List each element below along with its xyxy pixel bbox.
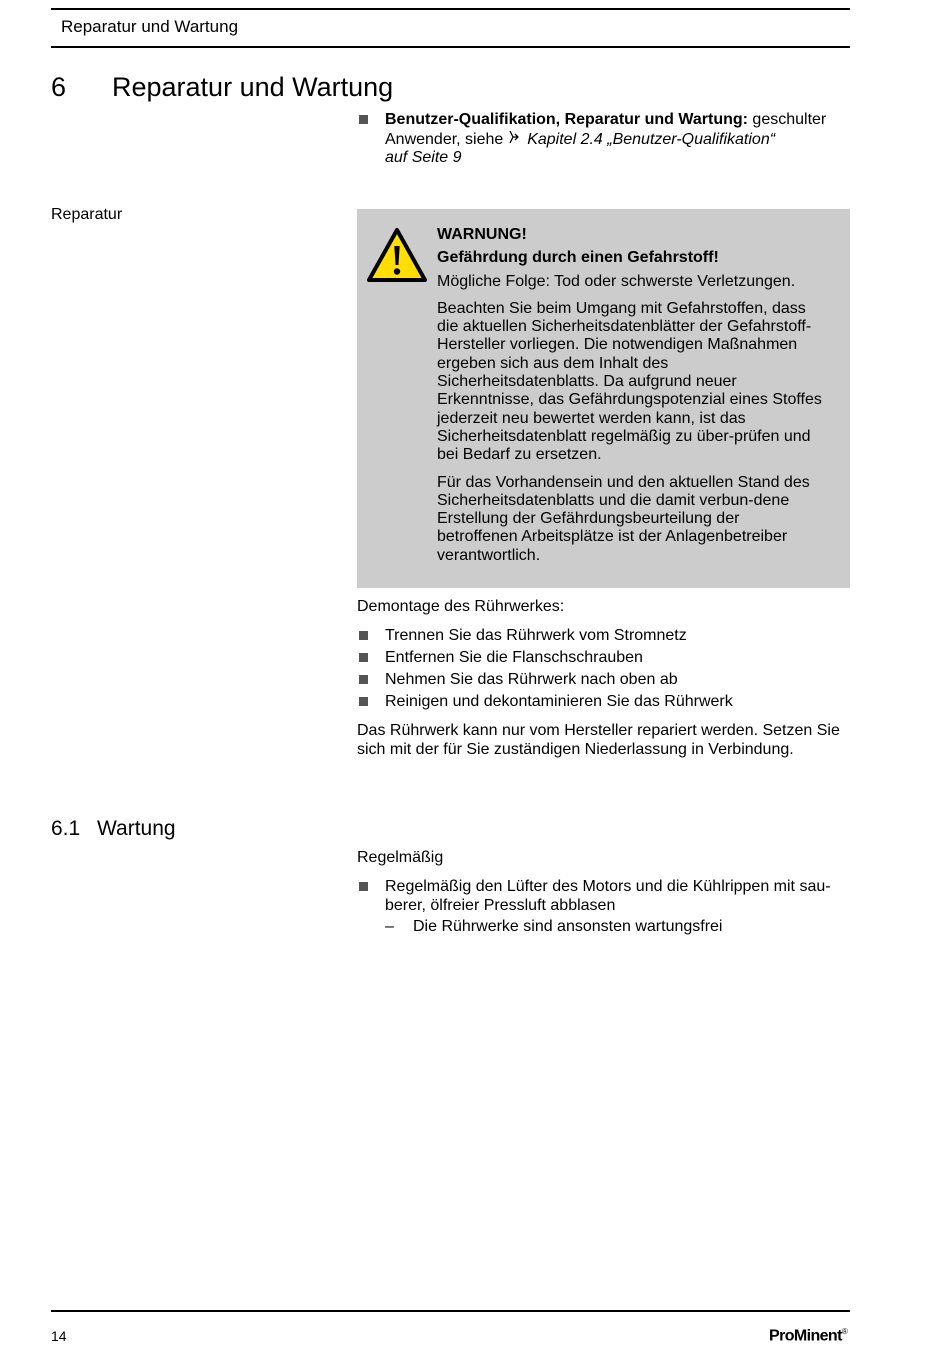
warning-paragraph-2: Für das Vorhandensein und den aktuellen Stand des Sicherheitsdatenblatts und die damit verbun-dene Erstellung der Gefährdungsbeurteilung der betroffenen Arbeitsplätze ist der Anlagenbetreiber verantwortlich.: [437, 473, 810, 564]
section-title: Wartung: [97, 817, 176, 840]
qualification-text-2: Anwender, siehe: [385, 130, 508, 148]
maintenance-subheading: Regelmäßig: [357, 849, 444, 866]
dash-bullet: –: [385, 918, 394, 935]
square-bullet: [359, 115, 368, 124]
logo-part-a: Pro: [769, 1327, 794, 1345]
chapter-link-page: auf Seite 9: [385, 149, 462, 166]
chapter-number: 6: [51, 72, 67, 102]
link-arrow-icon: [508, 130, 523, 150]
warning-box: [357, 209, 850, 588]
list-item: [357, 627, 850, 649]
list-item: [357, 693, 850, 715]
logo-part-b: Minent: [793, 1327, 842, 1345]
list-item: [357, 649, 850, 671]
maintenance-subitem-text: Die Rührwerke sind ansonsten wartungsfrei: [413, 918, 723, 935]
warning-triangle-icon: [366, 227, 428, 288]
maintenance-item-text: Regelmäßig den Lüfter des Motors und die Kühlrippen mit sau-berer, ölfreier Pressluft abblasen: [385, 878, 831, 914]
prominent-logo: [769, 1327, 847, 1345]
square-bullet: [359, 653, 368, 662]
qualification-text: geschulter: [747, 111, 827, 128]
maintenance-item: [357, 878, 850, 915]
section-number: 6.1: [51, 817, 81, 840]
chapter-title: Reparatur und Wartung: [112, 72, 394, 102]
warning-consequence: Mögliche Folge: Tod oder schwerste Verletzungen.: [437, 272, 796, 290]
page-number: 14: [51, 1328, 67, 1344]
square-bullet: [359, 882, 368, 891]
chapter-link-text: Kapitel 2.4 „Benutzer-Qualifikation“: [527, 130, 776, 148]
footer-rule: [51, 1310, 850, 1312]
header-bottom-rule: [51, 46, 850, 48]
warning-paragraph-1: Beachten Sie beim Umgang mit Gefahrstoffen, dass die aktuellen Sicherheitsdatenblätter der Gefahrstoff-Hersteller vorliegen. Die notwendigen Maßnahmen ergeben sich aus dem Inhalt des Sicherheitsdatenblatts. Da aufgrund neuer Erkenntnisse, das Gefährdungspotenzial eines Stoffes jederzeit neu bewertet werden kann, ist das Sicherheitsdatenblatt regelmäßig zu über-prüfen und bei Bedarf zu ersetzen.: [437, 299, 822, 464]
step-text: Trennen Sie das Rührwerk vom Stromnetz: [385, 627, 687, 644]
qualification-item: [357, 111, 837, 168]
list-item: [357, 671, 850, 693]
warning-title: WARNUNG!: [437, 226, 527, 243]
square-bullet: [359, 675, 368, 684]
qualification-bold: Benutzer-Qualifikation, Reparatur und Wartung:: [385, 111, 748, 128]
logo-registered-mark: ®: [841, 1327, 848, 1336]
warning-subtitle: Gefährdung durch einen Gefahrstoff!: [437, 249, 719, 267]
maintenance-subitem: [385, 918, 722, 936]
step-text: Nehmen Sie das Rührwerk nach oben ab: [385, 671, 678, 688]
repair-note: Das Rührwerk kann nur vom Hersteller repariert werden. Setzen Sie sich mit der für Sie zuständigen Niederlassung in Verbindung.: [357, 722, 840, 758]
repair-side-label: Reparatur: [51, 206, 123, 223]
dismantle-heading: Demontage des Rührwerkes:: [357, 598, 565, 615]
step-text: Reinigen und dekontaminieren Sie das Rührwerk: [385, 693, 733, 710]
square-bullet: [359, 697, 368, 706]
header-top-rule: [51, 8, 850, 10]
dismantle-steps: [357, 627, 850, 715]
step-text: Entfernen Sie die Flanschschrauben: [385, 649, 643, 666]
running-header: Reparatur und Wartung: [61, 17, 239, 36]
square-bullet: [359, 631, 368, 640]
